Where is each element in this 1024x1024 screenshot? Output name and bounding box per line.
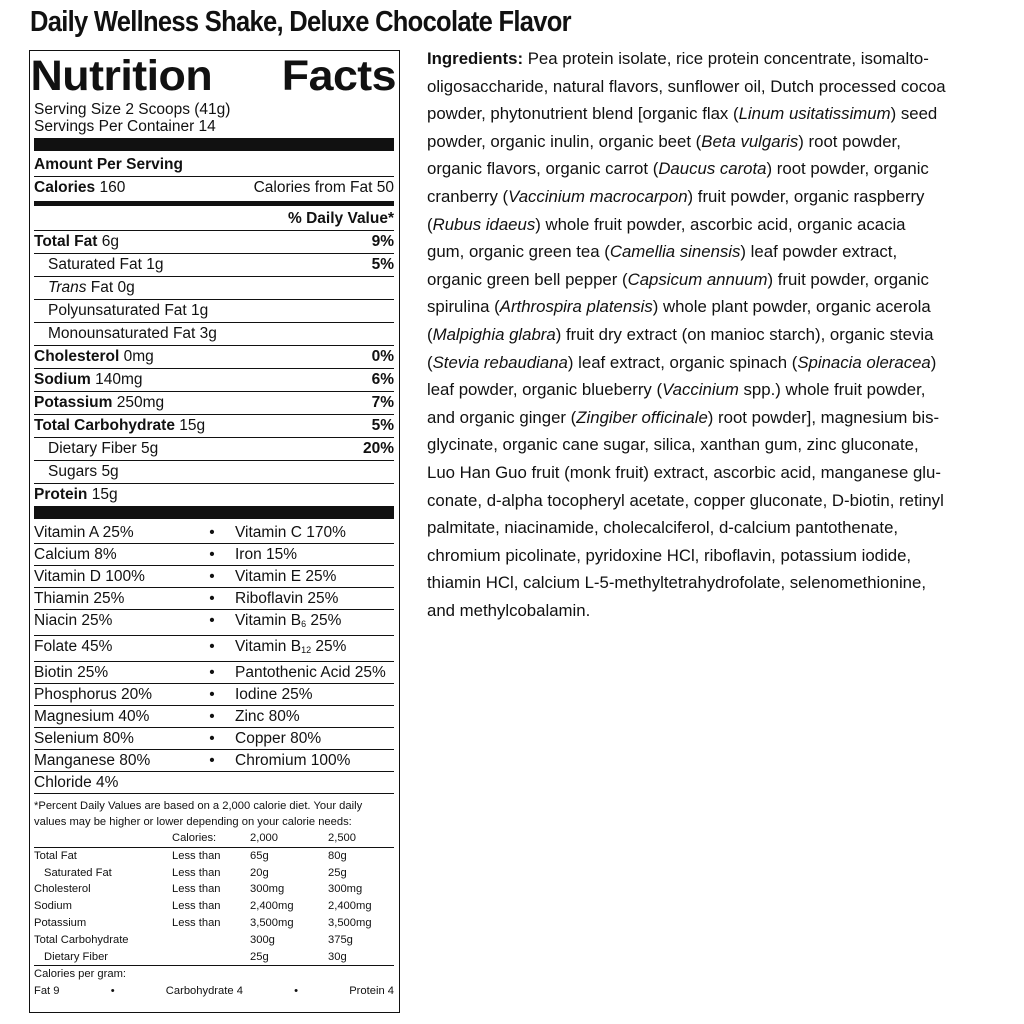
reference-row — [34, 847, 394, 864]
reference-row — [34, 949, 394, 966]
bullet: • — [110, 985, 115, 998]
reference-row — [34, 865, 394, 882]
subscript: 6 — [301, 619, 307, 629]
vitamin-left: Selenium 80% — [34, 730, 134, 747]
vitamin-row — [34, 566, 394, 588]
nutrition-facts-panel — [29, 50, 400, 1013]
reference-cell: 2,400mg — [328, 900, 372, 913]
vitamin-right: Iron 15% — [235, 546, 298, 563]
reference-cell: 25g — [250, 949, 328, 966]
nutrient-name-amount — [34, 346, 154, 368]
nutrient-name-amount — [34, 254, 163, 276]
scientific-name: Stevia rebaudiana — [432, 352, 568, 372]
nutrient-row — [34, 484, 394, 506]
nutrient-row — [34, 461, 394, 484]
reference-cell: Saturated Fat — [44, 866, 112, 879]
nutrient-label: Sugars — [48, 463, 98, 480]
reference-header-cell: Calories: — [172, 830, 250, 847]
bullet: • — [209, 546, 215, 563]
vitamin-left: Chloride 4% — [34, 774, 119, 791]
vitamin-left: Folate 45% — [34, 638, 113, 655]
nutrient-row — [34, 392, 394, 415]
vitamin-mineral-grid — [34, 522, 394, 794]
reference-row — [34, 915, 394, 932]
reference-row — [34, 881, 394, 898]
reference-cell: Total Fat — [34, 849, 77, 862]
ingredients-line: (Rubus idaeus) whole fruit powder, ascorbic acid, organic acacia — [427, 214, 906, 234]
scientific-name: Malpighia glabra — [432, 324, 556, 344]
nutrient-daily-value: 6% — [371, 371, 394, 388]
product-title: Daily Wellness Shake, Deluxe Chocolate Flavor — [30, 6, 571, 38]
reference-header-cell — [34, 830, 172, 847]
vitamin-right: Pantothenic Acid 25% — [235, 664, 386, 681]
bullet: • — [209, 686, 215, 703]
nutrient-daily-value: 5% — [371, 256, 394, 273]
nutrient-amount: 1g — [146, 256, 164, 273]
ingredients-line: chromium picolinate, pyridoxine HCl, riboflavin, potassium iodide, — [427, 545, 912, 565]
vitamin-left: Biotin 25% — [34, 664, 109, 681]
vitamin-left: Thiamin 25% — [34, 590, 125, 607]
nutrient-row — [34, 369, 394, 392]
ingredients-block — [427, 45, 995, 624]
reference-header-row — [34, 830, 394, 847]
scientific-name: Arthrospira platensis — [499, 297, 653, 317]
ingredients-text — [427, 45, 995, 624]
calories-row — [34, 177, 394, 199]
reference-cell: 20g — [250, 866, 269, 879]
vitamin-right: Vitamin $B_{12}$ 25% — [235, 638, 347, 655]
vitamin-right: Chromium 100% — [235, 752, 351, 769]
subscript: 12 — [301, 645, 312, 655]
nutrient-label: Sodium — [34, 371, 91, 388]
reference-cell: 300mg — [250, 883, 285, 896]
ingredients-line: powder, organic inulin, organic beet (Beta vulgaris) root powder, — [427, 131, 901, 151]
reference-cell: Less than — [172, 866, 221, 879]
reference-cell: Dietary Fiber — [34, 949, 172, 966]
calories-label: Calories — [34, 179, 96, 196]
nutrient-name-amount — [34, 300, 208, 322]
daily-value-header: % Daily Value* — [288, 210, 394, 227]
nutrient-row — [34, 346, 394, 369]
calories-per-gram-item: Protein 4 — [349, 985, 394, 998]
ingredients-line: thiamin HCl, calcium L-5-methyltetrahydrofolate, selenomethionine, — [427, 573, 927, 593]
divider-medium — [34, 201, 394, 206]
nutrient-label: Saturated Fat — [48, 256, 142, 273]
nutrient-amount: 15g — [91, 486, 118, 503]
reference-header-cell: 2,500 — [328, 830, 394, 847]
ingredients-line: oligosaccharide, natural flavors, sunflower oil, Dutch processed cocoa — [427, 76, 946, 96]
nutrient-label: Polyunsaturated Fat — [48, 302, 187, 319]
reference-cell: 30g — [328, 949, 394, 966]
amount-per-serving-row — [34, 154, 394, 177]
calories-per-gram-label: Calories per gram: — [34, 968, 127, 981]
nutrient-list — [34, 231, 394, 506]
bullet: • — [209, 730, 215, 747]
reference-cell: Less than — [172, 849, 221, 862]
nutrient-label: Protein — [34, 486, 88, 503]
bullet: • — [209, 752, 215, 769]
nutrient-amount: 140mg — [95, 371, 143, 388]
ingredients-line: glycinate, organic cane sugar, silica, xanthan gum, zinc gluconate, — [427, 435, 919, 455]
reference-cell: Cholesterol — [34, 883, 91, 896]
reference-cell — [172, 949, 250, 966]
nutrient-row — [34, 277, 394, 300]
scientific-name: Camellia sinensis — [609, 242, 741, 262]
nutrient-amount: 1g — [191, 302, 209, 319]
scientific-name: Zingiber officinale — [576, 407, 708, 427]
reference-cell: 2,400mg — [250, 900, 294, 913]
vitamin-row — [34, 772, 394, 794]
nutrient-daily-value: 0% — [371, 348, 394, 365]
reference-cell: 300mg — [328, 883, 363, 896]
ingredients-line: conate, d-alpha tocopheryl acetate, copper gluconate, D-biotin, retinyl — [427, 490, 944, 510]
reference-row — [34, 932, 394, 949]
vitamin-right: Zinc 80% — [235, 708, 300, 725]
ingredients-line: cranberry (Vaccinium macrocarpon) fruit powder, organic raspberry — [427, 186, 925, 206]
nutrient-name-amount — [34, 323, 217, 345]
nutrition-facts-title-right: Facts — [281, 52, 397, 100]
nutrient-row — [34, 323, 394, 346]
reference-cell: Less than — [172, 883, 221, 896]
calories-value: 160 — [99, 179, 126, 196]
nutrient-row — [34, 231, 394, 254]
ingredients-line: spirulina (Arthrospira platensis) whole plant powder, organic acerola — [427, 297, 931, 317]
vitamin-row — [34, 636, 394, 662]
nutrient-name-amount — [34, 415, 205, 437]
nutrient-daily-value: 9% — [371, 233, 394, 250]
vitamin-left: Magnesium 40% — [34, 708, 150, 725]
calories-per-gram-item: Carbohydrate 4 — [165, 985, 243, 998]
vitamin-left: Vitamin A 25% — [34, 524, 134, 541]
daily-value-reference-table — [34, 830, 394, 966]
bullet: • — [209, 638, 215, 655]
nutrient-label: Trans — [48, 279, 87, 296]
ingredients-line: gum, organic green tea (Camellia sinensis) leaf powder extract, — [427, 242, 898, 262]
calories-per-gram-row — [34, 982, 394, 1000]
vitamin-row — [34, 610, 394, 636]
reference-row — [34, 898, 394, 915]
reference-cell: 375g — [328, 933, 353, 946]
reference-cell: 300g — [250, 933, 275, 946]
ingredients-line: Luo Han Guo fruit (monk fruit) extract, ascorbic acid, manganese glu- — [427, 462, 941, 482]
nutrient-amount: 6g — [101, 233, 119, 250]
bullet: • — [294, 985, 299, 998]
ingredients-line: (Stevia rebaudiana) leaf extract, organic spinach (Spinacia oleracea) — [427, 352, 937, 372]
scientific-name: Capsicum annuum — [627, 269, 768, 289]
ingredients-line: Ingredients: Pea protein isolate, rice protein concentrate, isomalto- — [427, 49, 929, 68]
nutrient-amount: 5g — [101, 463, 119, 480]
vitamin-left: Manganese 80% — [34, 752, 151, 769]
reference-cell: 25g — [328, 866, 347, 879]
nutrient-name-amount — [34, 231, 119, 253]
nutrient-name-amount — [34, 484, 118, 506]
ingredients-line: powder, phytonutrient blend [organic flax (Linum usitatissimum) seed — [427, 104, 938, 124]
bullet: • — [209, 568, 215, 585]
nutrient-amount: 0mg — [123, 348, 154, 365]
nutrient-row — [34, 415, 394, 438]
daily-value-footnote: *Percent Daily Values are based on a 2,000 calorie diet. Your daily values may be higher or lower depending on your calorie needs: — [34, 800, 363, 828]
vitamin-row — [34, 544, 394, 566]
serving-size: Serving Size 2 Scoops (41g) — [34, 101, 231, 118]
nutrient-name-amount — [34, 369, 143, 391]
bullet: • — [209, 664, 215, 681]
servings-per-container: Servings Per Container 14 — [34, 118, 216, 135]
bullet: • — [209, 524, 215, 541]
daily-value-header-row — [34, 208, 394, 231]
vitamin-right: Vitamin E 25% — [235, 568, 337, 585]
nutrient-amount: 15g — [179, 417, 206, 434]
scientific-name: Beta vulgaris — [701, 131, 799, 151]
reference-cell: 65g — [250, 849, 269, 862]
vitamin-row — [34, 750, 394, 772]
reference-header-cell: 2,000 — [250, 830, 328, 847]
nutrient-row — [34, 254, 394, 277]
nutrition-facts-title — [30, 51, 397, 101]
reference-cell: Total Carbohydrate — [34, 933, 129, 946]
vitamin-left: Calcium 8% — [34, 546, 117, 563]
reference-cell: Less than — [172, 916, 221, 929]
nutrient-label: Potassium — [34, 394, 113, 411]
nutrient-label: Total Fat — [34, 233, 98, 250]
reference-cell: 3,500mg — [328, 916, 372, 929]
ingredients-line: palmitate, niacinamide, cholecalciferol, d-calcium pantothenate, — [427, 518, 899, 538]
nutrient-amount: 5g — [141, 440, 159, 457]
vitamin-row — [34, 662, 394, 684]
vitamin-right: Vitamin $B_6$ 25% — [235, 612, 342, 629]
nutrient-amount: Fat 0g — [90, 279, 135, 296]
ingredients-line: organic flavors, organic carrot (Daucus carota) root powder, organic — [427, 159, 929, 179]
ingredients-line: leaf powder, organic blueberry (Vaccinium spp.) whole fruit powder, — [427, 380, 926, 400]
nutrition-facts-title-left: Nutrition — [30, 52, 213, 100]
vitamin-row — [34, 522, 394, 544]
divider-thick — [34, 506, 394, 519]
nutrient-name-amount — [34, 392, 164, 414]
ingredients-line: and organic ginger (Zingiber officinale) root powder], magnesium bis- — [427, 407, 940, 427]
ingredients-label: Ingredients: — [427, 49, 524, 68]
scientific-name: Rubus idaeus — [432, 214, 536, 234]
calories-from-fat: Calories from Fat 50 — [253, 179, 394, 196]
bullet: • — [209, 708, 215, 725]
nutrient-name-amount — [34, 277, 135, 299]
nutrient-label: Dietary Fiber — [48, 440, 137, 457]
scientific-name: Vaccinium — [662, 380, 739, 400]
bullet: • — [209, 590, 215, 607]
scientific-name: Spinacia oleracea — [797, 352, 931, 372]
ingredients-line: and methylcobalamin. — [427, 600, 591, 620]
vitamin-left: Vitamin D 100% — [34, 568, 145, 585]
vitamin-row — [34, 588, 394, 610]
bullet — [189, 772, 235, 793]
vitamin-left: Phosphorus 20% — [34, 686, 153, 703]
nutrient-name-amount — [34, 438, 158, 460]
nutrient-row — [34, 300, 394, 323]
calories-per-gram-item: Fat 9 — [34, 985, 60, 998]
ingredients-line: organic green bell pepper (Capsicum annuum) fruit powder, organic — [427, 269, 929, 289]
reference-cell: 3,500mg — [250, 916, 294, 929]
vitamin-right: Riboflavin 25% — [235, 590, 339, 607]
nutrient-row — [34, 438, 394, 461]
nutrient-label: Total Carbohydrate — [34, 417, 175, 434]
reference-cell: Sodium — [34, 900, 72, 913]
ingredients-line: (Malpighia glabra) fruit dry extract (on manioc starch), organic stevia — [427, 324, 934, 344]
vitamin-row — [34, 684, 394, 706]
vitamin-right — [235, 772, 394, 793]
nutrient-amount: 250mg — [116, 394, 165, 411]
reference-cell — [172, 932, 250, 949]
nutrient-daily-value: 5% — [371, 417, 394, 434]
scientific-name: Vaccinium macrocarpon — [508, 186, 688, 206]
vitamin-right: Vitamin C 170% — [235, 524, 346, 541]
nutrient-daily-value: 7% — [371, 394, 394, 411]
vitamin-row — [34, 706, 394, 728]
nutrient-daily-value: 20% — [362, 440, 394, 457]
scientific-name: Daucus carota — [658, 159, 767, 179]
nutrient-name-amount — [34, 461, 119, 483]
bullet: • — [209, 612, 215, 629]
nutrient-label: Monounsaturated Fat — [48, 325, 196, 342]
calories-cell — [34, 177, 125, 199]
divider-thick — [34, 138, 394, 151]
reference-cell: Potassium — [34, 916, 87, 929]
nutrient-amount: 3g — [199, 325, 217, 342]
reference-cell: 80g — [328, 849, 347, 862]
scientific-name: Linum usitatissimum — [738, 104, 891, 124]
nutrient-label: Cholesterol — [34, 348, 120, 365]
amount-per-serving-label: Amount Per Serving — [34, 156, 183, 173]
vitamin-right: Copper 80% — [235, 730, 322, 747]
reference-cell: Less than — [172, 900, 221, 913]
vitamin-left: Niacin 25% — [34, 612, 113, 629]
vitamin-row — [34, 728, 394, 750]
vitamin-right: Iodine 25% — [235, 686, 313, 703]
